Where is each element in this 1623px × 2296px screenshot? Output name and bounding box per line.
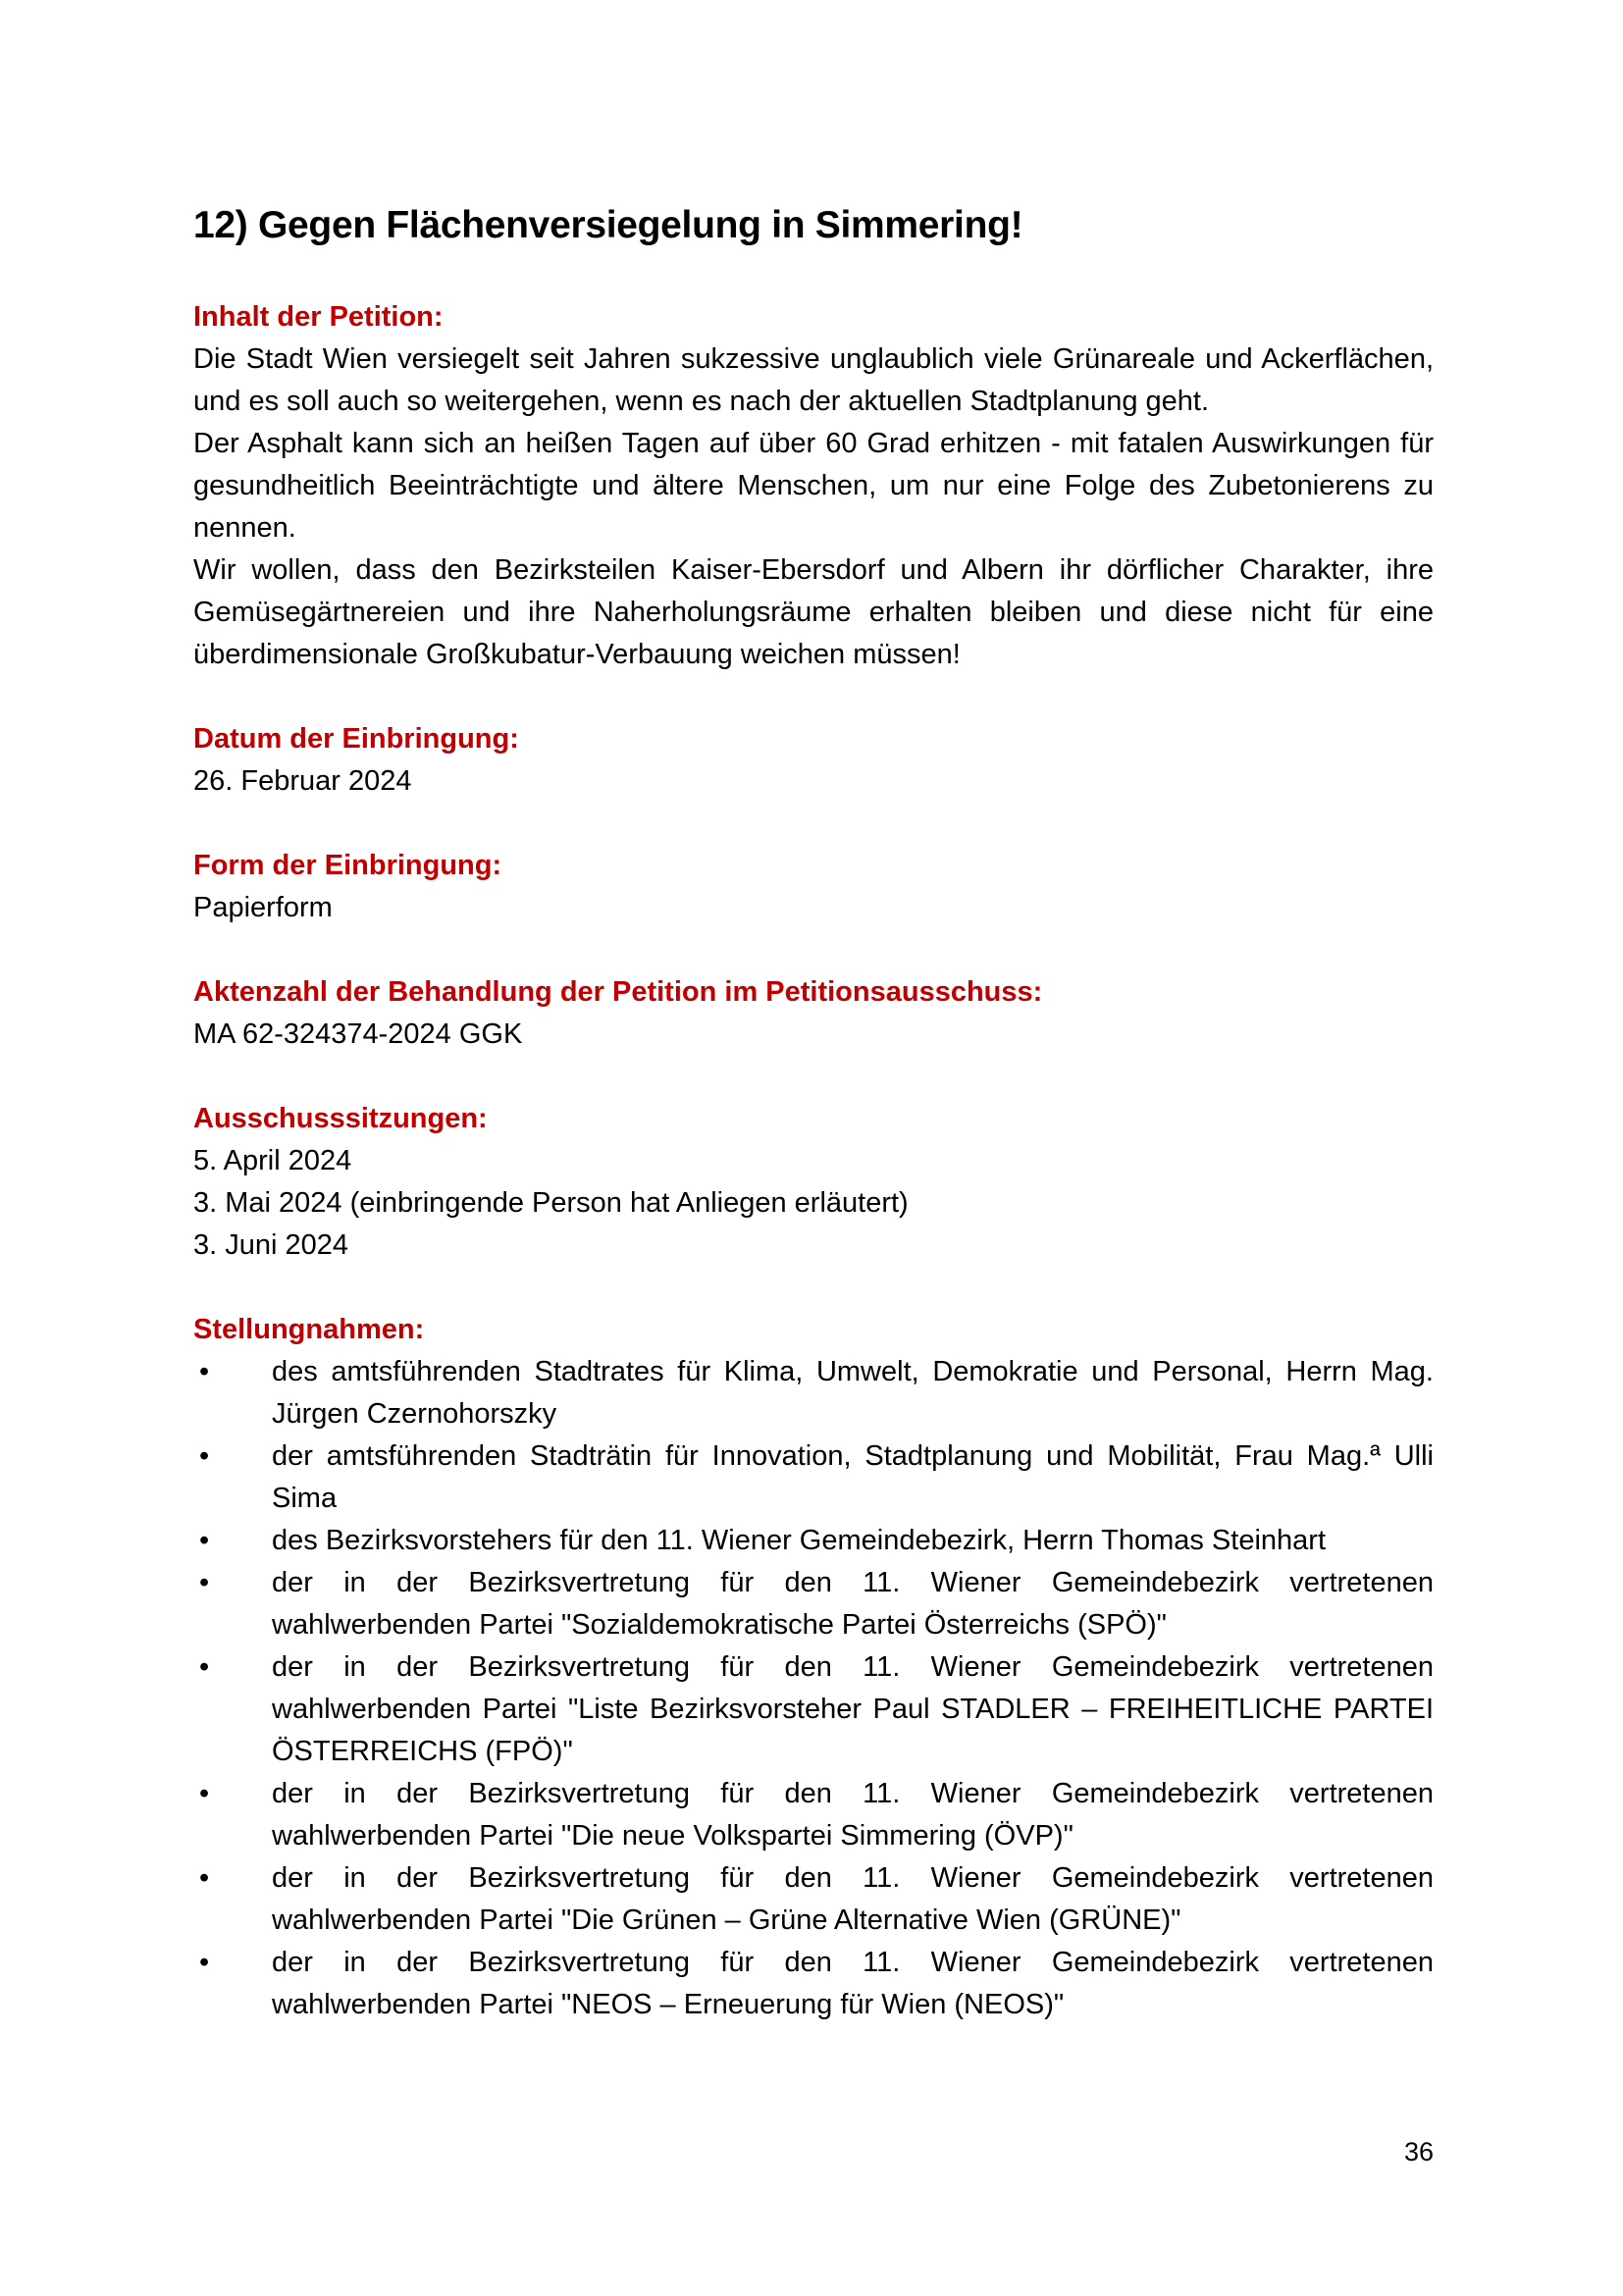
section-heading-datum: Datum der Einbringung: — [193, 723, 519, 755]
list-item-text: der in der Bezirksvertretung für den 11. Wiener Gemeindebezirk vertretenen wahlwerbenden Partei "NEOS – Erneuerung für Wien (NEOS)" — [272, 1947, 1434, 2020]
list-item — [193, 1857, 1434, 1942]
section-ausschusssitzungen — [193, 1098, 1434, 1267]
list-item-text: der amtsführenden Stadträtin für Innovation, Stadtplanung und Mobilität, Frau Mag.ª Ulli Sima — [272, 1440, 1434, 1514]
bullet-icon: • — [199, 1525, 210, 1556]
list-item — [193, 1520, 1434, 1562]
document-page — [193, 196, 1434, 2026]
list-item-text: der in der Bezirksvertretung für den 11. Wiener Gemeindebezirk vertretenen wahlwerbenden Partei "Die neue Volkspartei Simmering (ÖVP)" — [272, 1778, 1434, 1852]
list-item-text: des Bezirksvorstehers für den 11. Wiener Gemeindebezirk, Herrn Thomas Steinhart — [272, 1525, 1327, 1556]
inhalt-paragraph: Wir wollen, dass den Bezirksteilen Kaiser-Ebersdorf und Albern ihr dörflicher Charakter, ihre Gemüsegärtnereien und ihre Naherholungsräume erhalten bleiben und diese nicht für eine überdimensionale Großkubatur-Verbauung weichen müssen! — [193, 554, 1434, 670]
bullet-icon: • — [199, 1947, 210, 1978]
stellungnahmen-list — [193, 1351, 1434, 2026]
list-item — [193, 1773, 1434, 1857]
bullet-icon: • — [199, 1862, 210, 1894]
page-number: 36 — [1403, 2137, 1434, 2166]
bullet-icon: • — [199, 1440, 210, 1472]
aktenzahl-value: MA 62-324374-2024 GGK — [193, 1018, 523, 1050]
section-heading-stellungnahmen: Stellungnahmen: — [193, 1314, 425, 1345]
section-form — [193, 845, 1434, 929]
list-item-text: der in der Bezirksvertretung für den 11. Wiener Gemeindebezirk vertretenen wahlwerbenden Partei "Liste Bezirksvorsteher Paul STADLER – FREIHEITLICHE PARTEI ÖSTERREICHS (FPÖ)" — [272, 1651, 1434, 1767]
bullet-icon: • — [199, 1356, 210, 1387]
section-stellungnahmen — [193, 1309, 1434, 2026]
session-date: 5. April 2024 — [193, 1145, 352, 1176]
list-item-text: des amtsführenden Stadtrates für Klima, Umwelt, Demokratie und Personal, Herrn Mag. Jürgen Czernohorszky — [272, 1356, 1434, 1430]
page-title: 12) Gegen Flächenversiegelung in Simmering! — [193, 204, 1023, 246]
section-aktenzahl — [193, 971, 1434, 1056]
bullet-icon: • — [199, 1651, 210, 1683]
bullet-icon: • — [199, 1567, 210, 1598]
section-heading-form: Form der Einbringung: — [193, 850, 502, 881]
list-item — [193, 1351, 1434, 1435]
list-item-text: der in der Bezirksvertretung für den 11. Wiener Gemeindebezirk vertretenen wahlwerbenden Partei "Die Grünen – Grüne Alternative Wien (GRÜNE)" — [272, 1862, 1434, 1936]
list-item — [193, 1646, 1434, 1773]
section-inhalt — [193, 296, 1434, 676]
section-datum — [193, 718, 1434, 803]
session-date: 3. Mai 2024 (einbringende Person hat Anliegen erläutert) — [193, 1187, 909, 1219]
session-date: 3. Juni 2024 — [193, 1229, 349, 1261]
list-item-text: der in der Bezirksvertretung für den 11. Wiener Gemeindebezirk vertretenen wahlwerbenden Partei "Sozialdemokratische Partei Österreichs (SPÖ)" — [272, 1567, 1434, 1641]
list-item — [193, 1942, 1434, 2026]
form-value: Papierform — [193, 892, 333, 923]
inhalt-paragraph: Die Stadt Wien versiegelt seit Jahren sukzessive unglaublich viele Grünareale und Ackerflächen, und es soll auch so weitergehen, wenn es nach der aktuellen Stadtplanung geht. — [193, 343, 1434, 417]
section-heading-ausschusssitzungen: Ausschusssitzungen: — [193, 1103, 488, 1134]
inhalt-paragraph: Der Asphalt kann sich an heißen Tagen auf über 60 Grad erhitzen - mit fatalen Auswirkungen für gesundheitlich Beeinträchtigte und ältere Menschen, um nur eine Folge des Zubetonierens zu nennen. — [193, 428, 1434, 544]
bullet-icon: • — [199, 1778, 210, 1809]
list-item — [193, 1435, 1434, 1520]
section-heading-aktenzahl: Aktenzahl der Behandlung der Petition im Petitionsausschuss: — [193, 976, 1043, 1008]
section-heading-inhalt: Inhalt der Petition: — [193, 301, 444, 333]
datum-value: 26. Februar 2024 — [193, 765, 412, 797]
list-item — [193, 1562, 1434, 1646]
